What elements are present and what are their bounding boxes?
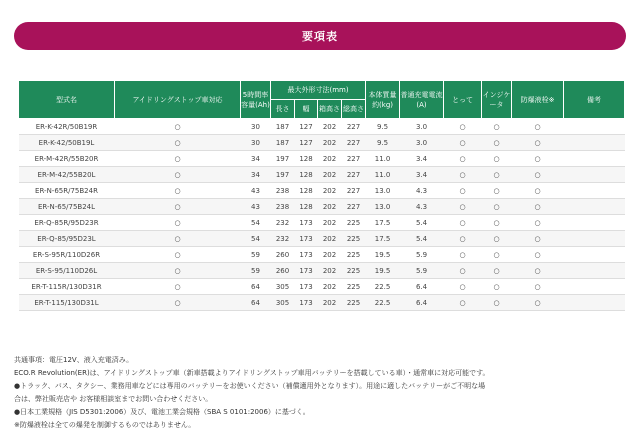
cell-total-height: 225 (342, 279, 366, 295)
cell-handle: ○ (444, 119, 482, 135)
cell-remarks (564, 119, 625, 135)
cell-capacity: 34 (241, 167, 271, 183)
cell-explosion-proof: ○ (512, 135, 564, 151)
cell-remarks (564, 215, 625, 231)
cell-width: 128 (295, 183, 318, 199)
cell-explosion-proof: ○ (512, 279, 564, 295)
cell-box-height: 202 (318, 183, 342, 199)
cell-charge-current: 5.4 (400, 231, 444, 247)
cell-idling: ○ (115, 183, 241, 199)
cell-model: ER-N-65/75B24L (19, 199, 115, 215)
cell-model: ER-T-115R/130D31R (19, 279, 115, 295)
cell-capacity: 54 (241, 231, 271, 247)
note-line: 合は、弊社販売店や お客様相談室までお問い合わせください。 (14, 395, 213, 403)
note-line: 共通事項：電圧12V、液入充電済み。 (14, 356, 134, 364)
table-row (19, 263, 625, 279)
header-box-height: 箱高さ (318, 100, 342, 119)
cell-weight: 22.5 (366, 279, 400, 295)
cell-capacity: 59 (241, 263, 271, 279)
header-handle: とって (444, 81, 482, 119)
header-indicator: インジケータ (482, 81, 512, 119)
cell-idling: ○ (115, 263, 241, 279)
cell-idling: ○ (115, 247, 241, 263)
cell-capacity: 43 (241, 199, 271, 215)
spec-table (18, 80, 625, 311)
cell-total-height: 225 (342, 263, 366, 279)
cell-total-height: 225 (342, 295, 366, 311)
header-weight: 本体質量約(kg) (366, 81, 400, 119)
cell-charge-current: 3.0 (400, 119, 444, 135)
cell-total-height: 227 (342, 151, 366, 167)
cell-charge-current: 4.3 (400, 183, 444, 199)
cell-handle: ○ (444, 135, 482, 151)
cell-model: ER-M-42/55B20L (19, 167, 115, 183)
cell-box-height: 202 (318, 231, 342, 247)
cell-remarks (564, 247, 625, 263)
cell-indicator: ○ (482, 119, 512, 135)
cell-weight: 17.5 (366, 215, 400, 231)
cell-length: 305 (271, 279, 295, 295)
cell-capacity: 64 (241, 295, 271, 311)
cell-model: ER-Q-85/95D23L (19, 231, 115, 247)
cell-handle: ○ (444, 151, 482, 167)
cell-indicator: ○ (482, 183, 512, 199)
cell-width: 173 (295, 263, 318, 279)
cell-box-height: 202 (318, 135, 342, 151)
cell-explosion-proof: ○ (512, 247, 564, 263)
cell-indicator: ○ (482, 279, 512, 295)
cell-total-height: 227 (342, 135, 366, 151)
cell-total-height: 227 (342, 167, 366, 183)
table-row (19, 215, 625, 231)
cell-total-height: 225 (342, 231, 366, 247)
cell-length: 305 (271, 295, 295, 311)
cell-handle: ○ (444, 295, 482, 311)
cell-width: 173 (295, 295, 318, 311)
cell-idling: ○ (115, 135, 241, 151)
cell-capacity: 64 (241, 279, 271, 295)
cell-handle: ○ (444, 183, 482, 199)
cell-idling: ○ (115, 151, 241, 167)
cell-remarks (564, 135, 625, 151)
cell-capacity: 34 (241, 151, 271, 167)
cell-length: 232 (271, 215, 295, 231)
cell-capacity: 43 (241, 183, 271, 199)
note-line: ●日本工業規格（JIS D5301:2006）及び、電池工業会規格（SBA S 0101:2006）に基づく。 (14, 408, 310, 416)
note-line: ※防爆液栓は全ての爆発を制御するものではありません。 (14, 421, 196, 429)
cell-indicator: ○ (482, 295, 512, 311)
cell-indicator: ○ (482, 151, 512, 167)
cell-width: 128 (295, 167, 318, 183)
cell-model: ER-Q-85R/95D23R (19, 215, 115, 231)
cell-weight: 22.5 (366, 295, 400, 311)
footnotes (14, 354, 626, 432)
cell-charge-current: 5.4 (400, 215, 444, 231)
cell-weight: 11.0 (366, 151, 400, 167)
cell-box-height: 202 (318, 295, 342, 311)
cell-indicator: ○ (482, 135, 512, 151)
cell-box-height: 202 (318, 247, 342, 263)
cell-length: 232 (271, 231, 295, 247)
cell-remarks (564, 167, 625, 183)
header-length: 長さ (271, 100, 295, 119)
header-charge-current: 普通充電電流(A) (400, 81, 444, 119)
cell-width: 173 (295, 247, 318, 263)
cell-indicator: ○ (482, 231, 512, 247)
table-row (19, 231, 625, 247)
cell-explosion-proof: ○ (512, 263, 564, 279)
cell-indicator: ○ (482, 215, 512, 231)
cell-idling: ○ (115, 279, 241, 295)
cell-explosion-proof: ○ (512, 119, 564, 135)
cell-total-height: 227 (342, 199, 366, 215)
cell-idling: ○ (115, 295, 241, 311)
cell-weight: 19.5 (366, 247, 400, 263)
cell-length: 260 (271, 263, 295, 279)
table-row (19, 279, 625, 295)
cell-weight: 17.5 (366, 231, 400, 247)
table-row (19, 151, 625, 167)
cell-width: 127 (295, 135, 318, 151)
cell-indicator: ○ (482, 167, 512, 183)
cell-explosion-proof: ○ (512, 231, 564, 247)
cell-model: ER-M-42R/55B20R (19, 151, 115, 167)
cell-total-height: 225 (342, 215, 366, 231)
cell-box-height: 202 (318, 119, 342, 135)
cell-explosion-proof: ○ (512, 295, 564, 311)
banner-title: 要項表 (302, 30, 338, 43)
table-row (19, 167, 625, 183)
spec-table-body (19, 119, 625, 311)
cell-handle: ○ (444, 263, 482, 279)
cell-model: ER-N-65R/75B24R (19, 183, 115, 199)
cell-weight: 9.5 (366, 135, 400, 151)
table-row (19, 119, 625, 135)
table-row (19, 135, 625, 151)
cell-box-height: 202 (318, 199, 342, 215)
header-remarks: 備考 (564, 81, 625, 119)
cell-length: 187 (271, 135, 295, 151)
cell-explosion-proof: ○ (512, 183, 564, 199)
cell-remarks (564, 263, 625, 279)
cell-weight: 13.0 (366, 199, 400, 215)
cell-width: 173 (295, 215, 318, 231)
cell-model: ER-S-95/110D26L (19, 263, 115, 279)
cell-width: 128 (295, 151, 318, 167)
cell-model: ER-S-95R/110D26R (19, 247, 115, 263)
cell-length: 187 (271, 119, 295, 135)
cell-box-height: 202 (318, 215, 342, 231)
cell-remarks (564, 183, 625, 199)
table-row (19, 247, 625, 263)
cell-capacity: 30 (241, 119, 271, 135)
cell-total-height: 225 (342, 247, 366, 263)
cell-charge-current: 6.4 (400, 279, 444, 295)
cell-handle: ○ (444, 215, 482, 231)
header-capacity: 5時間率容量(Ah) (241, 81, 271, 119)
cell-box-height: 202 (318, 279, 342, 295)
cell-handle: ○ (444, 167, 482, 183)
cell-indicator: ○ (482, 247, 512, 263)
cell-remarks (564, 199, 625, 215)
cell-capacity: 59 (241, 247, 271, 263)
cell-box-height: 202 (318, 263, 342, 279)
cell-idling: ○ (115, 215, 241, 231)
header-explosion-proof: 防爆液栓※ (512, 81, 564, 119)
cell-indicator: ○ (482, 199, 512, 215)
table-row (19, 199, 625, 215)
header-model: 型式名 (19, 81, 115, 119)
cell-explosion-proof: ○ (512, 151, 564, 167)
cell-weight: 13.0 (366, 183, 400, 199)
cell-idling: ○ (115, 167, 241, 183)
cell-remarks (564, 279, 625, 295)
cell-remarks (564, 295, 625, 311)
cell-model: ER-K-42/50B19L (19, 135, 115, 151)
table-row (19, 183, 625, 199)
cell-charge-current: 5.9 (400, 247, 444, 263)
cell-length: 197 (271, 151, 295, 167)
cell-width: 173 (295, 279, 318, 295)
cell-remarks (564, 151, 625, 167)
header-width: 幅 (295, 100, 318, 119)
cell-idling: ○ (115, 119, 241, 135)
table-row (19, 295, 625, 311)
cell-charge-current: 4.3 (400, 199, 444, 215)
cell-explosion-proof: ○ (512, 167, 564, 183)
cell-weight: 11.0 (366, 167, 400, 183)
cell-capacity: 54 (241, 215, 271, 231)
cell-explosion-proof: ○ (512, 215, 564, 231)
cell-charge-current: 6.4 (400, 295, 444, 311)
note-line: ●トラック、バス、タクシー、業務用車などには専用のバッテリーをお使いください（補償適用外となります）。用途に適したバッテリーがご不明な場 (14, 382, 486, 390)
cell-total-height: 227 (342, 119, 366, 135)
cell-indicator: ○ (482, 263, 512, 279)
header-total-height: 総高さ (342, 100, 366, 119)
cell-capacity: 30 (241, 135, 271, 151)
cell-width: 127 (295, 119, 318, 135)
cell-handle: ○ (444, 231, 482, 247)
cell-handle: ○ (444, 247, 482, 263)
header-max-dimensions: 最大外形寸法(mm) (271, 81, 366, 100)
cell-weight: 9.5 (366, 119, 400, 135)
cell-model: ER-T-115/130D31L (19, 295, 115, 311)
header-idling-stop: アイドリングストップ車対応 (115, 81, 241, 119)
cell-length: 238 (271, 183, 295, 199)
cell-remarks (564, 231, 625, 247)
cell-charge-current: 5.9 (400, 263, 444, 279)
spec-table-banner (14, 22, 626, 50)
cell-total-height: 227 (342, 183, 366, 199)
cell-box-height: 202 (318, 167, 342, 183)
cell-width: 173 (295, 231, 318, 247)
cell-handle: ○ (444, 279, 482, 295)
cell-handle: ○ (444, 199, 482, 215)
cell-box-height: 202 (318, 151, 342, 167)
cell-weight: 19.5 (366, 263, 400, 279)
cell-model: ER-K-42R/50B19R (19, 119, 115, 135)
cell-length: 238 (271, 199, 295, 215)
cell-width: 128 (295, 199, 318, 215)
cell-idling: ○ (115, 231, 241, 247)
cell-length: 260 (271, 247, 295, 263)
note-line: ECO.R Revolution(ER)は、アイドリングストップ車（新車搭載よりアイドリングストップ車用バッテリーを搭載している車）・通常車に対応可能です。 (14, 369, 490, 377)
cell-charge-current: 3.4 (400, 167, 444, 183)
cell-length: 197 (271, 167, 295, 183)
cell-charge-current: 3.0 (400, 135, 444, 151)
cell-idling: ○ (115, 199, 241, 215)
cell-explosion-proof: ○ (512, 199, 564, 215)
cell-charge-current: 3.4 (400, 151, 444, 167)
